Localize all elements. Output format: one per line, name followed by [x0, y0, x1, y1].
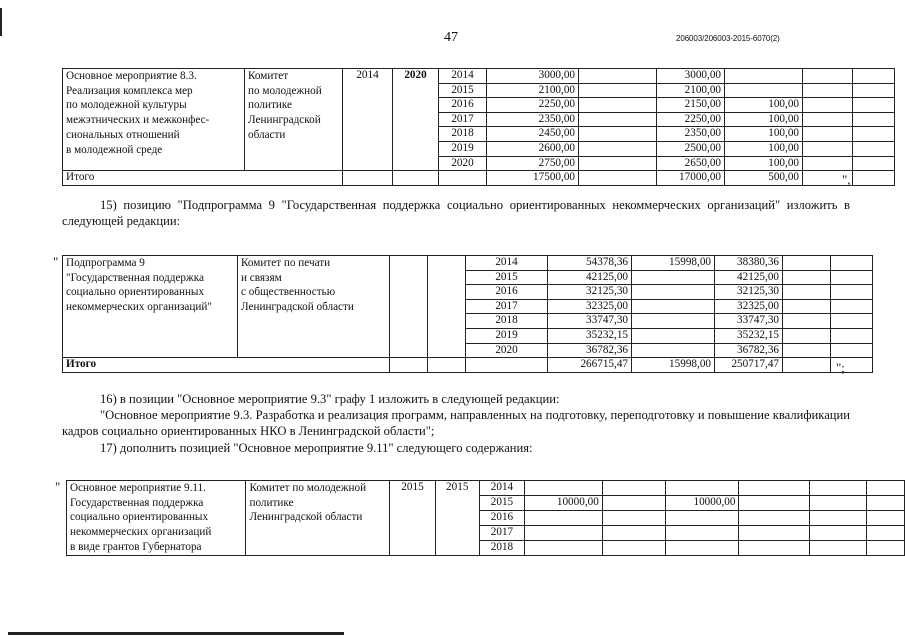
page-number: 47	[444, 30, 458, 45]
cell-line: Государственная поддержка	[70, 496, 204, 509]
regional-cell	[665, 540, 739, 555]
regional-cell: 32325,00	[715, 299, 783, 314]
year-cell: 2015	[479, 495, 525, 510]
cell-line: политике	[248, 99, 293, 112]
regional-cell: 36782,36	[715, 343, 783, 358]
local-cell: 100,00	[725, 156, 803, 171]
measure-name	[63, 69, 245, 171]
regional-cell	[665, 481, 739, 496]
empty-cell	[853, 83, 895, 98]
year-cell: 2017	[439, 112, 487, 127]
empty-cell	[803, 98, 853, 113]
local-cell	[783, 314, 831, 329]
total-row	[63, 171, 895, 186]
regional-cell: 2650,00	[657, 156, 725, 171]
local-cell	[783, 285, 831, 300]
year-cell: 2016	[466, 285, 548, 300]
total-federal	[579, 171, 657, 186]
total-cell: 32325,00	[548, 299, 632, 314]
local-cell	[739, 481, 810, 496]
federal-cell	[632, 314, 715, 329]
cell-line: некоммерческих организаций"	[66, 301, 212, 314]
paragraph-15: 15) позицию "Подпрограмма 9 "Государственная поддержка социально ориентированных некоммерческих организаций" изложить в следующей редакции:	[62, 198, 850, 228]
total-cell: 2100,00	[487, 83, 579, 98]
total-cell	[525, 540, 603, 555]
federal-cell	[579, 141, 657, 156]
cell-line: Ленинградской области	[249, 511, 363, 524]
federal-cell	[632, 299, 715, 314]
local-cell	[725, 69, 803, 84]
total-cell: 2450,00	[487, 127, 579, 142]
empty-cell	[803, 83, 853, 98]
empty-cell	[853, 112, 895, 127]
cell-line: некоммерческих организаций	[70, 526, 212, 539]
empty-cell	[867, 525, 905, 540]
cell-line: сиональных отношений	[66, 128, 180, 141]
empty-cell	[853, 69, 895, 84]
regional-cell	[665, 525, 739, 540]
total-label: Итого	[63, 358, 390, 373]
local-cell	[783, 256, 831, 271]
empty-cell	[803, 69, 853, 84]
regional-cell: 2250,00	[657, 112, 725, 127]
regional-cell	[665, 510, 739, 525]
empty-cell	[831, 343, 873, 358]
scan-edge-mark	[0, 8, 2, 36]
empty-cell	[466, 358, 548, 373]
regional-cell: 38380,36	[715, 256, 783, 271]
year-cell: 2016	[479, 510, 525, 525]
executor-name	[238, 256, 390, 358]
start-year: 2015	[390, 481, 436, 556]
empty-cell	[831, 299, 873, 314]
empty-cell	[810, 540, 867, 555]
year-cell: 2017	[466, 299, 548, 314]
local-cell	[739, 525, 810, 540]
regional-cell: 2100,00	[657, 83, 725, 98]
cell-line: социально ориентированных	[70, 511, 209, 524]
empty-cell	[867, 540, 905, 555]
empty-cell	[803, 156, 853, 171]
total-cell: 35232,15	[548, 328, 632, 343]
year-cell: 2016	[439, 98, 487, 113]
local-cell	[739, 540, 810, 555]
federal-cell	[602, 495, 665, 510]
local-cell	[783, 270, 831, 285]
local-cell	[739, 510, 810, 525]
total-cell: 36782,36	[548, 343, 632, 358]
empty-cell	[831, 270, 873, 285]
total-local: 500,00	[725, 171, 803, 186]
empty-cell	[853, 127, 895, 142]
regional-cell: 2150,00	[657, 98, 725, 113]
total-regional: 17000,00	[657, 171, 725, 186]
year-cell: 2015	[466, 270, 548, 285]
regional-cell: 2500,00	[657, 141, 725, 156]
paragraph-17: 17) дополнить позицией "Основное мероприятие 9.11" следующего содержания:	[100, 441, 533, 455]
regional-cell: 2350,00	[657, 127, 725, 142]
empty-cell	[831, 314, 873, 329]
cell-line: Реализация комплекса мер	[66, 84, 193, 97]
empty-cell	[803, 127, 853, 142]
cell-line: Основное мероприятие 8.3.	[66, 70, 197, 82]
end-year	[428, 256, 466, 358]
local-cell: 100,00	[725, 112, 803, 127]
federal-cell	[602, 540, 665, 555]
federal-cell	[579, 69, 657, 84]
federal-cell	[602, 510, 665, 525]
federal-cell	[632, 328, 715, 343]
federal-cell: 15998,00	[632, 256, 715, 271]
empty-cell	[810, 510, 867, 525]
local-cell: 100,00	[725, 141, 803, 156]
document-code: 206003/206003-2015-6070(2)	[676, 34, 780, 43]
federal-cell	[632, 270, 715, 285]
cell-line: политике	[249, 496, 294, 509]
cell-line: межэтнических и межконфес-	[66, 114, 210, 127]
table-measure-8-3	[62, 68, 895, 186]
total-cell: 32125,30	[548, 285, 632, 300]
empty-cell	[810, 495, 867, 510]
year-cell: 2014	[439, 69, 487, 84]
closing-quote-1: ",	[842, 172, 851, 187]
opening-quote-3: "	[55, 479, 61, 494]
empty-cell	[853, 141, 895, 156]
empty-cell	[393, 171, 439, 186]
table-row	[63, 256, 873, 271]
total-cell: 42125,00	[548, 270, 632, 285]
year-cell: 2018	[466, 314, 548, 329]
bottom-scan-rule	[8, 632, 344, 635]
total-cell: 3000,00	[487, 69, 579, 84]
cell-line: Ленинградской области	[241, 301, 354, 314]
cell-line: Комитет по молодежной	[249, 482, 367, 494]
regional-cell: 33747,30	[715, 314, 783, 329]
total-sum: 266715,47	[548, 358, 632, 373]
total-label: Итого	[63, 171, 343, 186]
federal-cell	[602, 481, 665, 496]
total-cell	[525, 510, 603, 525]
cell-line: Ленинградской	[248, 114, 321, 127]
regional-cell: 42125,00	[715, 270, 783, 285]
measure-name	[63, 256, 238, 358]
paragraph-16-text: "Основное мероприятие 9.3. Разработка и реализация программ, направленных на подготовку, переподготовку и повышение квалификации кадров социально ориентированных НКО в Ленинградской области";	[62, 408, 850, 438]
cell-line: с общественностью	[241, 286, 336, 299]
closing-quote-2: ";	[836, 360, 845, 375]
federal-cell	[602, 525, 665, 540]
total-cell	[525, 525, 603, 540]
total-cell: 33747,30	[548, 314, 632, 329]
local-cell: 100,00	[725, 127, 803, 142]
local-cell: 100,00	[725, 98, 803, 113]
cell-line: "Государственная поддержка	[66, 271, 204, 284]
year-cell: 2019	[439, 141, 487, 156]
empty-cell	[439, 171, 487, 186]
total-federal: 15998,00	[632, 358, 715, 373]
cell-line: и связям	[241, 271, 282, 284]
local-cell	[725, 83, 803, 98]
table-subprogram-9	[62, 255, 873, 373]
year-cell: 2017	[479, 525, 525, 540]
empty-cell	[810, 481, 867, 496]
year-cell: 2020	[466, 343, 548, 358]
year-cell: 2014	[479, 481, 525, 496]
cell-line: в молодежной среде	[66, 143, 163, 156]
federal-cell	[632, 285, 715, 300]
table-measure-9-11	[66, 480, 905, 556]
local-cell	[783, 343, 831, 358]
year-cell: 2018	[479, 540, 525, 555]
start-year	[390, 256, 428, 358]
total-cell: 54378,36	[548, 256, 632, 271]
total-cell: 2350,00	[487, 112, 579, 127]
regional-cell: 10000,00	[665, 495, 739, 510]
table-row	[63, 69, 895, 84]
local-cell	[739, 495, 810, 510]
cell-line: Основное мероприятие 9.11.	[70, 482, 206, 494]
regional-cell: 35232,15	[715, 328, 783, 343]
empty-cell	[867, 481, 905, 496]
empty-cell	[428, 358, 466, 373]
total-cell	[525, 481, 603, 496]
empty-cell	[853, 98, 895, 113]
cell-line: области	[248, 128, 286, 141]
regional-cell: 32125,30	[715, 285, 783, 300]
federal-cell	[632, 343, 715, 358]
total-sum: 17500,00	[487, 171, 579, 186]
end-year: 2020	[393, 69, 439, 171]
empty-cell	[810, 525, 867, 540]
empty-cell	[853, 171, 895, 186]
federal-cell	[579, 112, 657, 127]
total-regional: 250717,47	[715, 358, 783, 373]
cell-line: социально ориентированных	[66, 286, 205, 299]
empty-cell	[831, 285, 873, 300]
opening-quote-2: "	[53, 254, 59, 269]
regional-cell: 3000,00	[657, 69, 725, 84]
year-cell: 2014	[466, 256, 548, 271]
year-cell: 2019	[466, 328, 548, 343]
total-cell: 2250,00	[487, 98, 579, 113]
total-cell: 10000,00	[525, 495, 603, 510]
empty-cell	[853, 156, 895, 171]
local-cell	[783, 299, 831, 314]
cell-line: Комитет по печати	[241, 257, 331, 269]
cell-line: Подпрограмма 9	[66, 257, 145, 269]
cell-line: по молодежной	[248, 84, 322, 97]
cell-line: Комитет	[248, 70, 289, 82]
executor-name	[246, 481, 390, 556]
year-cell: 2020	[439, 156, 487, 171]
start-year: 2014	[343, 69, 393, 171]
total-local	[783, 358, 831, 373]
cell-line: по молодежной культуры	[66, 99, 187, 112]
local-cell	[783, 328, 831, 343]
federal-cell	[579, 127, 657, 142]
federal-cell	[579, 98, 657, 113]
empty-cell	[831, 256, 873, 271]
year-cell: 2018	[439, 127, 487, 142]
table-row	[67, 481, 905, 496]
measure-name	[67, 481, 246, 556]
executor-name	[245, 69, 343, 171]
year-cell: 2015	[439, 83, 487, 98]
empty-cell	[803, 141, 853, 156]
total-row	[63, 358, 873, 373]
federal-cell	[579, 156, 657, 171]
empty-cell	[803, 112, 853, 127]
total-cell: 2600,00	[487, 141, 579, 156]
paragraph-16: 16) в позиции "Основное мероприятие 9.3" графу 1 изложить в следующей редакции:	[100, 392, 560, 406]
empty-cell	[867, 510, 905, 525]
empty-cell	[831, 328, 873, 343]
cell-line: в виде грантов Губернатора	[70, 540, 202, 553]
end-year: 2015	[435, 481, 479, 556]
empty-cell	[867, 495, 905, 510]
empty-cell	[343, 171, 393, 186]
empty-cell	[390, 358, 428, 373]
total-cell: 2750,00	[487, 156, 579, 171]
federal-cell	[579, 83, 657, 98]
